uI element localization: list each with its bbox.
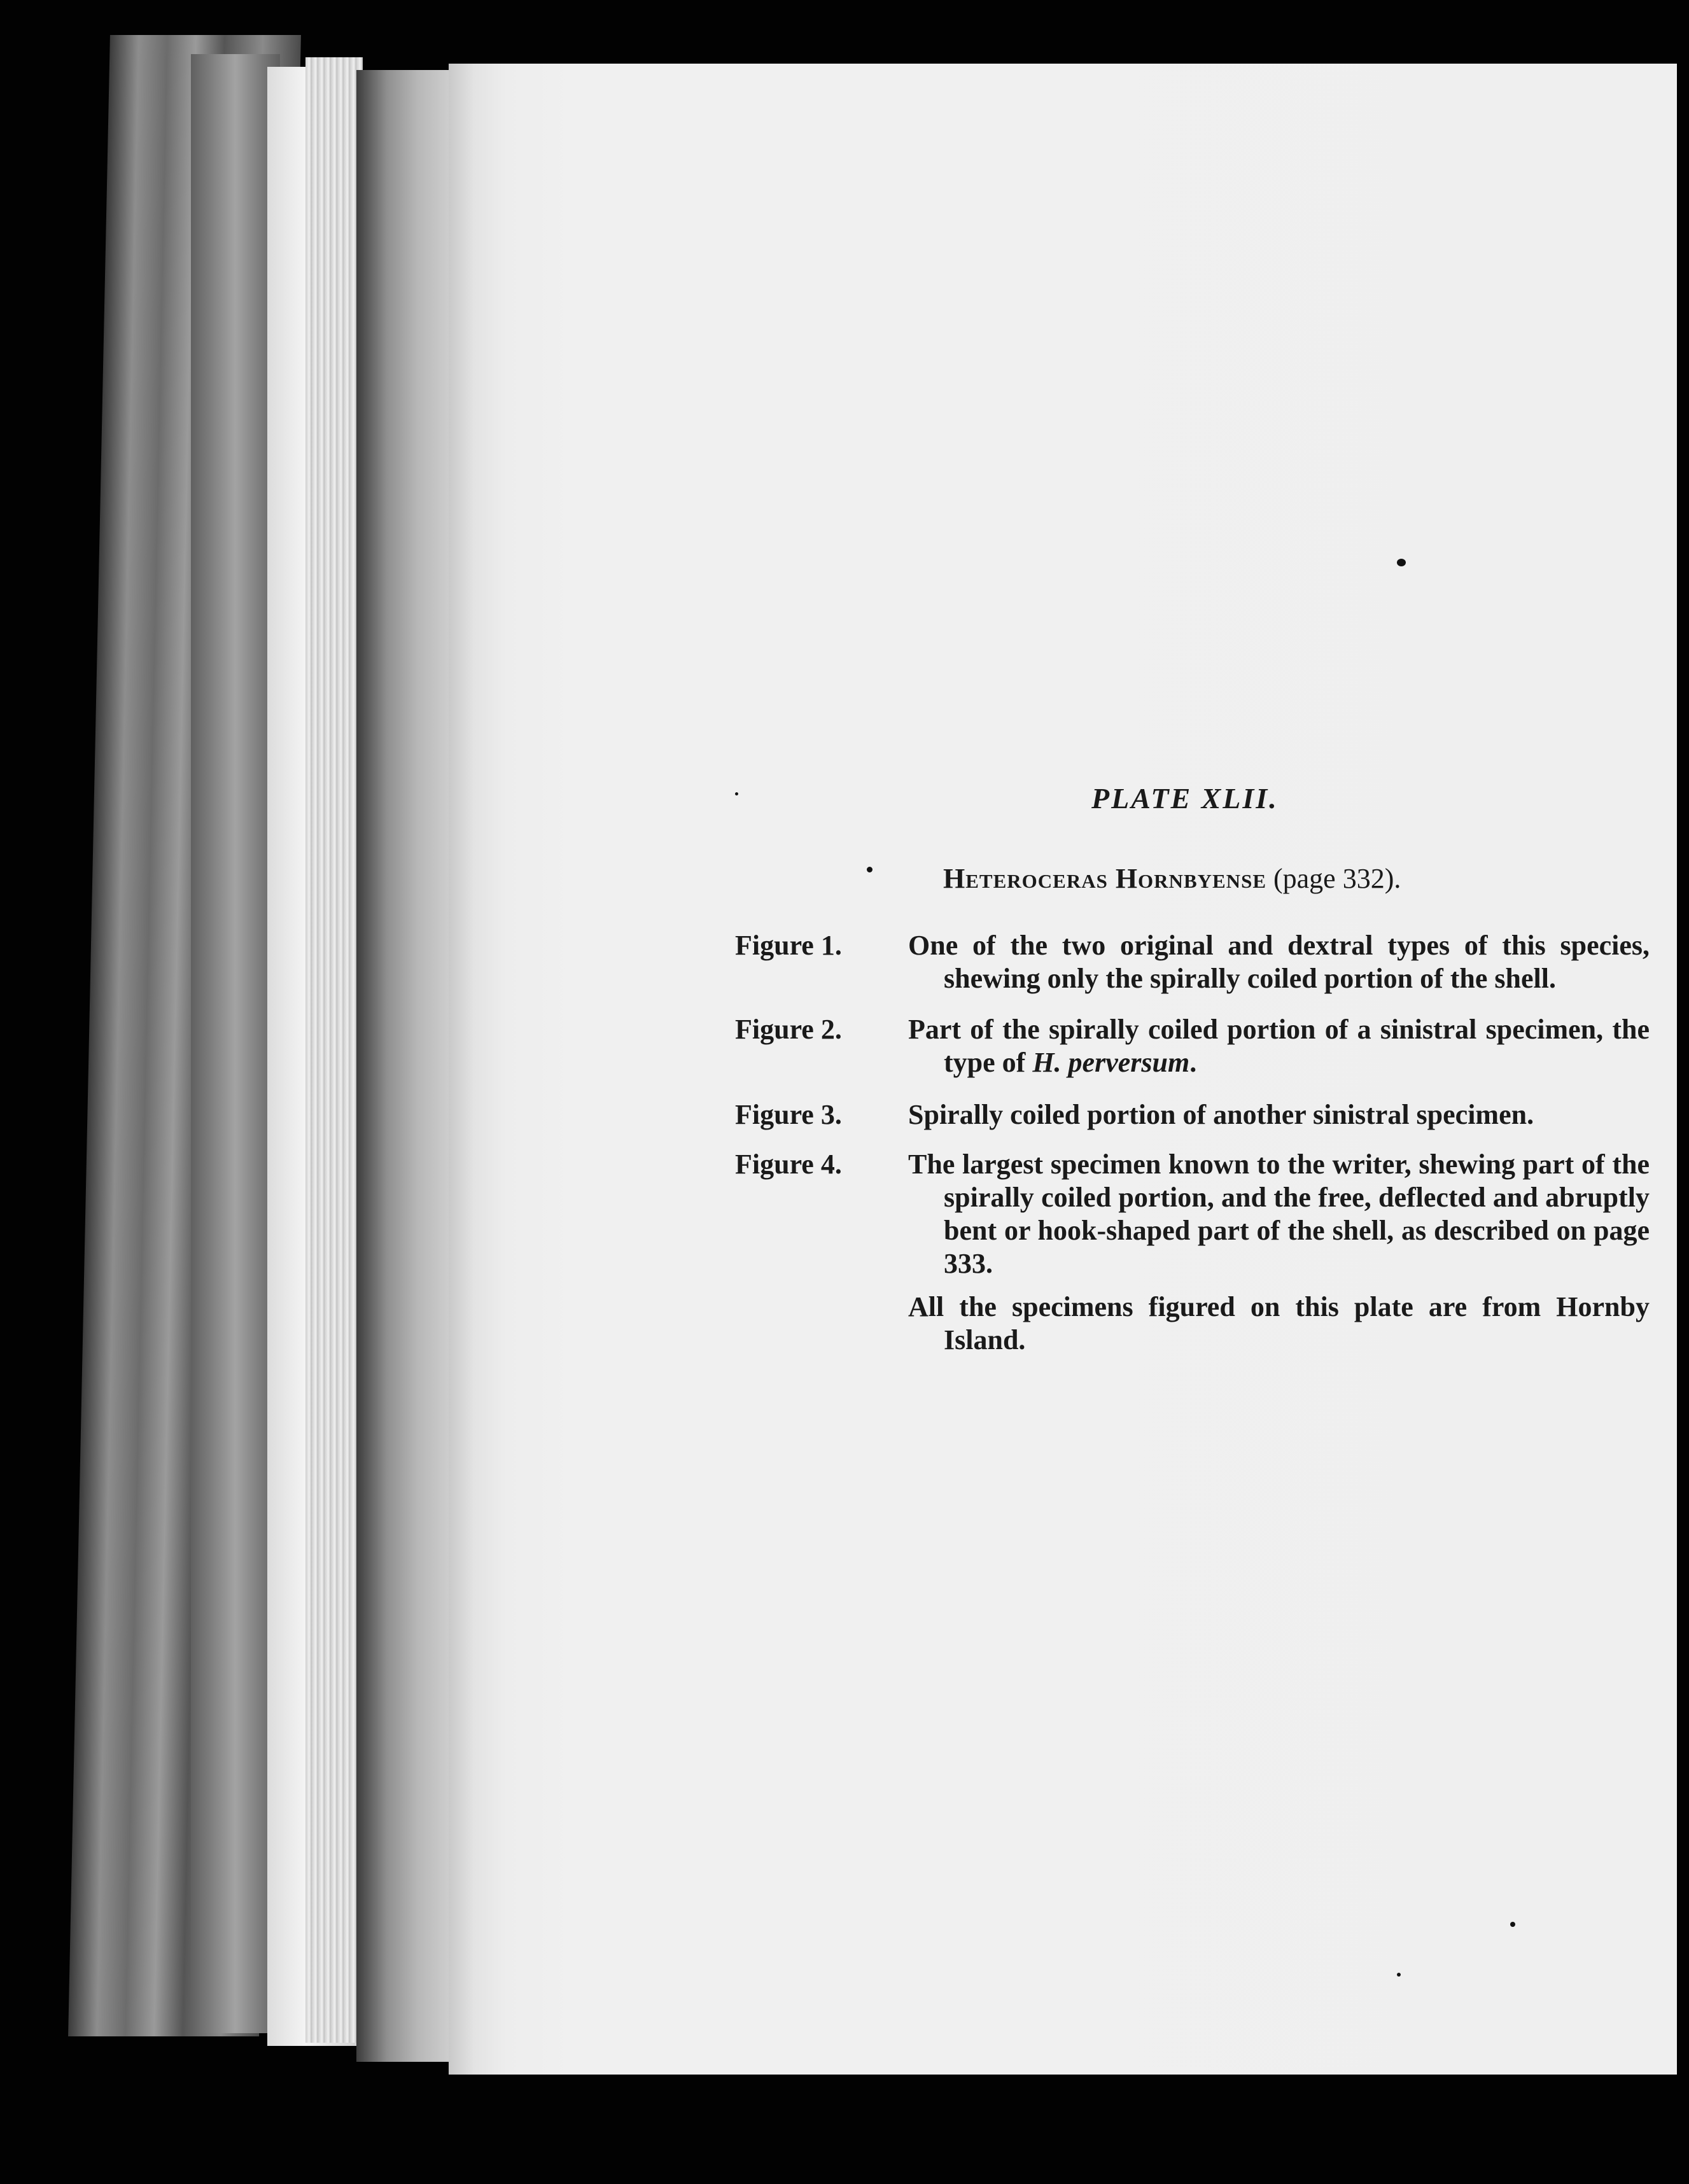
page-stack-lines [305,57,363,2043]
figure-description-text: Part of the spirally coiled portion of a sinistral specimen, the type of [908,1014,1650,1078]
figure-label: Figure 4. [735,1149,842,1180]
plate-note-text: All the specimens figured on this plate are from Hornby Island. [908,1291,1650,1355]
figure-label: Figure 2. [735,1014,842,1045]
scan-speck [867,867,873,872]
figure-description: Spirally coiled portion of another sinistral specimen. [908,1099,1534,1130]
figure-label: Figure 1. [735,930,842,961]
book-edge-middle [191,54,280,2033]
figure-description-end: . [1189,1047,1197,1078]
species-italic: H. perversum [1032,1047,1190,1078]
figure-description [908,1013,1650,1079]
book-edge-inner [356,70,458,2062]
scan-speck [735,792,738,795]
scan-speck [1397,559,1406,566]
species-heading [943,862,1401,895]
figure-label: Figure 3. [735,1099,842,1130]
scan-speck [1510,1922,1515,1927]
scan-speck [1397,1973,1401,1977]
plate-note [908,1291,1650,1357]
plate-title: PLATE XLII. [1091,782,1279,815]
figure-description: The largest specimen known to the writer, shewing part of the spirally coiled portion, and the free, deflected and abruptly bent or hook-shaped part of the shell, as described on page 333. [908,1149,1650,1279]
species-name: Heteroceras Hornbyense [943,863,1266,894]
species-page-ref: (page 332). [1273,863,1401,894]
figure-description: One of the two original and dextral types of this species, shewing only the spirally coiled portion of the shell. [908,930,1650,994]
